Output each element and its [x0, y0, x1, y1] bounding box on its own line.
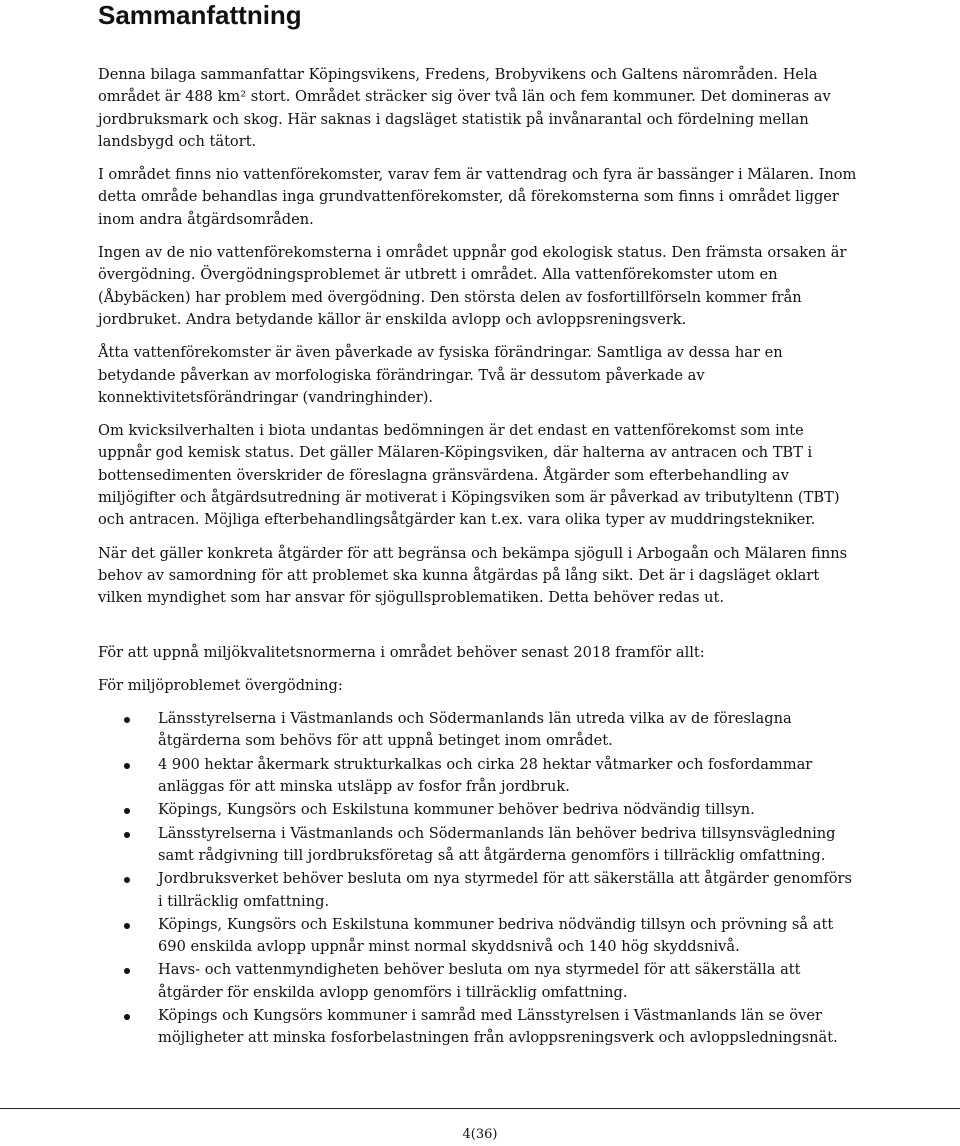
- list-item-text: 4 900 hektar åkermark strukturkalkas och cirka 28 hektar våtmarker och fosfordammar anläggas för att minska utsläpp av fosfor från jordbruk.: [158, 755, 813, 796]
- list-item: [98, 799, 858, 821]
- list-item-text: Köpings, Kungsörs och Eskilstuna kommuner behöver bedriva nödvändig tillsyn.: [158, 801, 755, 819]
- paragraph-area-overview: Denna bilaga sammanfattar Köpingsvikens, Fredens, Brobyvikens och Galtens närområden. Hela området är 488 km² stort. Området sträcker sig över två län och fem kommuner. Det domineras av jordbruksmark och skog. Här saknas i dagsläget statistik på invånarantal och fördelning mellan landsbygd och tätort.: [98, 66, 831, 150]
- bullet-icon: [124, 832, 130, 838]
- bullet-icon: [124, 877, 130, 883]
- list-item-text: Köpings, Kungsörs och Eskilstuna kommuner bedriva nödvändig tillsyn och prövning så att 690 enskilda avlopp uppnår minst normal skyddsnivå och 140 hög skyddsnivå.: [158, 915, 834, 956]
- page-number: 4(36): [462, 1127, 498, 1142]
- paragraph-measures-intro: För att uppnå miljökvalitetsnormerna i området behöver senast 2018 framför allt:: [98, 643, 705, 661]
- paragraph-sjogull: När det gäller konkreta åtgärder för att begränsa och bekämpa sjögull i Arbogaån och Mälaren finns behov av samordning för att problemet ska kunna åtgärdas på lång sikt. Det är i dagsläget oklart vilken myndighet som har ansvar för sjögullsproblematiken. Detta behöver redas ut.: [98, 544, 848, 607]
- list-item: [98, 959, 858, 1004]
- measures-list: [98, 708, 858, 1049]
- page-title: Sammanfattning: [98, 0, 302, 30]
- paragraph-chemical-status: Om kvicksilverhalten i biota undantas bedömningen är det endast en vattenförekomst som inte uppnår god kemisk status. Det gäller Mälaren-Köpingsviken, där halterna av antracen och TBT i bottensedimenten överskrider de föreslagna gränsvärdena. Åtgärder som efterbehandling av miljögifter och åtgärdsutredning är motiverat i Köpingsviken som är påverkad av tributyltenn (TBT) och antracen. Möjliga efterbehandlingsåtgärder kan t.ex. vara olika typer av muddringstekniker.: [98, 422, 840, 529]
- list-item-text: Jordbruksverket behöver besluta om nya styrmedel för att säkerställa att åtgärder genomförs i tillräcklig omfattning.: [158, 870, 852, 910]
- paragraph-water-bodies: I området finns nio vattenförekomster, varav fem är vattendrag och fyra är bassänger i Mälaren. Inom detta område behandlas inga grundvattenförekomster, då förekomsterna som finns i området ligger inom andra åtgärdsområden.: [98, 166, 857, 228]
- list-item: [98, 708, 858, 753]
- paragraph-eutrophication-heading: För miljöproblemet övergödning:: [98, 676, 343, 694]
- list-item: [98, 754, 858, 799]
- list-item: [98, 1005, 858, 1050]
- document-body: [98, 64, 858, 1051]
- footer-divider: [0, 1108, 960, 1109]
- list-item: [98, 868, 858, 913]
- bullet-icon: [124, 763, 130, 769]
- list-item-text: Köpings och Kungsörs kommuner i samråd med Länsstyrelsen i Västmanlands län se över möjligheter att minska fosforbelastningen från avloppsreningsverk och avloppsledningsnät.: [158, 1006, 838, 1047]
- bullet-icon: [124, 808, 130, 814]
- bullet-icon: [124, 717, 130, 723]
- bullet-icon: [124, 968, 130, 974]
- list-item-text: Havs- och vattenmyndigheten behöver besluta om nya styrmedel för att säkerställa att åtgärder för enskilda avlopp genomförs i tillräcklig omfattning.: [158, 961, 801, 1001]
- paragraph-physical-changes: Åtta vattenförekomster är även påverkade av fysiska förändringar. Samtliga av dessa har en betydande påverkan av morfologiska förändringar. Två är dessutom påverkade av konnektivitetsförändringar (vandringhinder).: [98, 344, 783, 406]
- bullet-icon: [124, 923, 130, 929]
- section-spacer: [98, 621, 858, 642]
- paragraph-ecological-status: Ingen av de nio vattenförekomsterna i området uppnår god ekologisk status. Den främsta orsaken är övergödning. Övergödningsproblemet är utbrett i området. Alla vattenförekomster utom en (Åbybäcken) har problem med övergödning. Den största delen av fosfortillförseln kommer från jordbruket. Andra betydande källor är enskilda avlopp och avloppsreningsverk.: [98, 244, 847, 328]
- bullet-icon: [124, 1014, 130, 1020]
- list-item-text: Länsstyrelserna i Västmanlands och Södermanlands län utreda vilka av de föreslagna åtgärderna som behövs för att uppnå betinget inom området.: [158, 710, 792, 750]
- list-item-text: Länsstyrelserna i Västmanlands och Södermanlands län behöver bedriva tillsynsvägledning samt rådgivning till jordbruksföretag så att åtgärderna genomförs i tillräcklig omfattning.: [158, 824, 836, 864]
- list-item: [98, 823, 858, 868]
- list-item: [98, 914, 858, 959]
